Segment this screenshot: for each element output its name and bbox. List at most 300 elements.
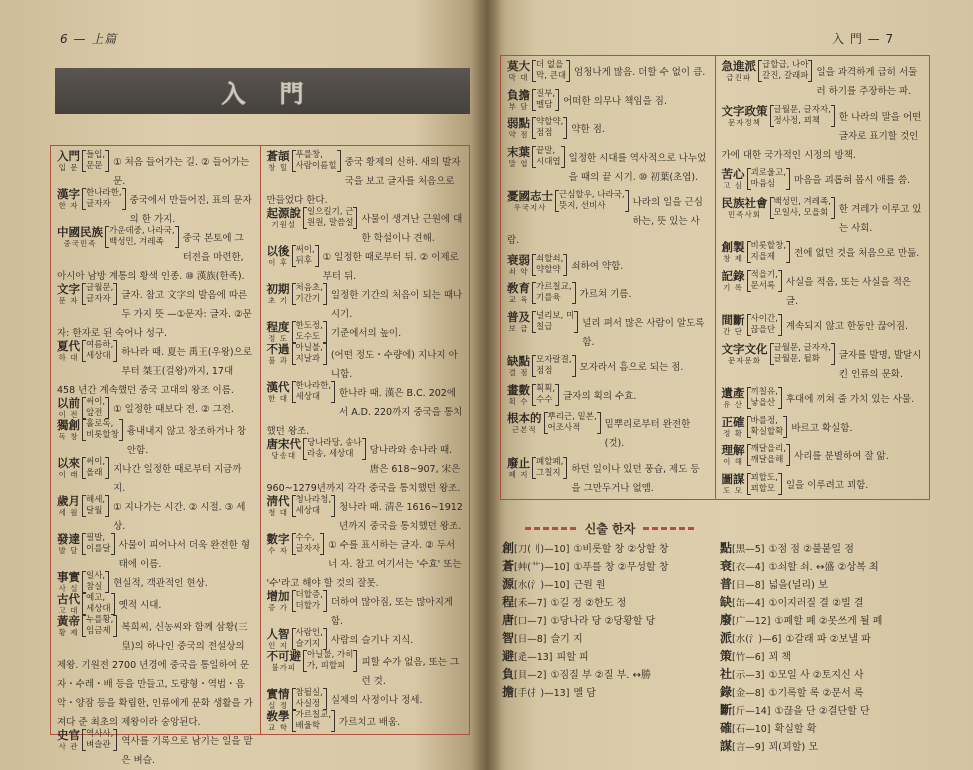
gloss-line: 임금제	[86, 626, 111, 636]
new-hanja-meaning: 피할 피	[556, 652, 589, 663]
headword-hanja: 負擔	[507, 87, 530, 102]
headword-hanja: 根本的	[507, 411, 542, 426]
headword-hanja: 文字文化	[721, 341, 768, 356]
gloss-line: 필발,	[86, 533, 106, 543]
new-hanja-radical: [艸(艹)—10]	[514, 562, 570, 573]
new-hanja-column	[502, 540, 714, 740]
gloss-line: 갈진, 갈래파	[762, 71, 809, 81]
new-hanja-meaning: ①점 점 ②불붙일 점	[768, 544, 854, 555]
headword-hanja: 數字	[266, 532, 290, 546]
entry-headword	[267, 150, 290, 172]
gloss-line: 비롯할창	[86, 430, 119, 440]
headword-hanja: 文字政策	[721, 103, 768, 118]
gloss-bracket	[747, 473, 782, 495]
new-hanja-char: 普	[720, 577, 733, 591]
headword-reading: 사 실	[58, 584, 79, 593]
definition-text: 사물이 피어나서 더욱 완전한 형태에 이름.	[118, 540, 251, 570]
gloss-line: 적을기,	[750, 269, 778, 280]
dictionary-entry	[507, 254, 709, 276]
gloss-line: 해세,	[86, 495, 106, 505]
gloss-line: 글월문,	[86, 283, 114, 293]
gloss-line: 푸를창,	[295, 150, 323, 160]
gloss-bracket	[292, 343, 327, 365]
gloss-line: 모자랄결,	[536, 355, 572, 366]
gloss-bracket	[292, 245, 319, 267]
headword-hanja: 漢代	[266, 380, 290, 394]
dictionary-entry	[507, 146, 709, 184]
gloss-line: 점점	[536, 366, 553, 377]
new-hanja-char: 避	[502, 649, 515, 663]
definition-text: 흉내내지 않고 창조하거나 창안함.	[126, 426, 247, 456]
gloss-line: 정사정, 꾀책	[773, 115, 820, 126]
entry-headword	[57, 226, 103, 248]
definition-text: 글자를 발명, 발달시킨 인류의 문화.	[838, 349, 922, 380]
entry-headword	[267, 343, 290, 365]
gloss-line: 지날과	[295, 354, 321, 364]
entry-headword	[507, 117, 530, 139]
definition-text: ① 지나가는 시간. ② 시절. ③ 세상.	[113, 502, 246, 532]
dictionary-entry	[267, 150, 464, 207]
definition-text: 널리 펴서 많은 사람이 알도록 함.	[582, 317, 705, 348]
new-hanja-meaning: ①길 정 ②한도 정	[550, 598, 627, 609]
new-hanja-meaning: 슬기 지	[550, 634, 583, 645]
headword-reading: 이 해	[723, 457, 743, 467]
dictionary-entry	[267, 207, 464, 245]
gloss-bracket	[747, 444, 791, 466]
gloss-bracket	[532, 384, 559, 406]
gloss-bracket	[303, 650, 357, 672]
gloss-bracket	[292, 688, 327, 710]
headword-reading: 불 과	[268, 356, 288, 365]
headword-reading: 고 대	[58, 606, 79, 615]
gloss-line: 점점	[536, 128, 553, 139]
dictionary-entry	[722, 105, 924, 162]
definition-text: 역사를 기록으로 남기는 일을 맡은 벼슬.	[121, 736, 253, 766]
gloss-line: 한나라한,	[86, 188, 122, 198]
gloss-bracket	[105, 226, 179, 248]
headword-hanja: 蒼頡	[266, 149, 290, 163]
new-hanja-char: 唐	[502, 613, 515, 627]
headword-reading: 실 정	[268, 701, 288, 710]
gloss-bracket	[747, 416, 788, 438]
headword-hanja: 增加	[266, 589, 290, 603]
gloss-line: 수수,	[295, 533, 315, 543]
gloss-bracket	[303, 438, 366, 460]
new-hanja-item	[720, 738, 932, 756]
gloss-line: 아닐불, 가히	[307, 650, 354, 660]
gloss-line: 폐할폐,	[536, 456, 564, 467]
new-hanja-radical: [貝—2]	[514, 670, 547, 681]
headword-hanja: 莫大	[507, 59, 530, 73]
new-hanja-char: 謀	[720, 739, 733, 753]
gloss-bracket	[747, 314, 782, 336]
gloss-line: 끝말,	[536, 145, 556, 156]
gloss-line: 가운데중, 나라국,	[109, 226, 175, 236]
gloss-bracket	[292, 590, 327, 612]
entry-headword	[57, 340, 80, 362]
gloss-bracket	[303, 207, 357, 229]
headword-hanja: 弱點	[507, 116, 530, 131]
definition-text: 글자. 참고 文字의 발음에 따른 두 가지 뜻 —①문자: 글자. ②문자: 한자로 된 숙어나 성구.	[57, 290, 252, 339]
gloss-line: 백성민, 겨레족,	[773, 196, 831, 207]
gloss-bracket	[292, 381, 336, 403]
vocab-column	[51, 146, 260, 766]
dictionary-entry	[722, 197, 924, 235]
definition-text: ① 일정한 때보다 전. ② 그전.	[113, 404, 234, 415]
new-hanja-radical: [辵—13]	[514, 652, 553, 663]
headword-reading: 고 심	[723, 181, 743, 191]
gloss-line: 배울학	[295, 721, 321, 731]
definition-text: 후대에 끼쳐 줄 가치 있는 사물.	[785, 394, 915, 406]
entry-headword	[507, 190, 553, 212]
gloss-bracket	[532, 254, 567, 276]
new-hanja-meaning: ①쇠할 쇠. ↔盛 ②상복 최	[768, 562, 879, 573]
headword-reading: 정 도	[268, 334, 288, 343]
headword-reading: 중국민족	[63, 239, 97, 248]
new-hanja-meaning: ①비롯할 창 ②상할 창	[573, 544, 669, 555]
headword-hanja: 廢止	[507, 455, 530, 470]
gloss-line: 기간기	[295, 294, 321, 304]
gloss-bracket	[532, 60, 570, 82]
new-hanja-meaning: ①갈래 파 ②보낼 파	[785, 634, 871, 645]
new-hanja-radical: [黑—5]	[732, 544, 765, 555]
new-hanja-radical: [竹—6]	[732, 652, 765, 663]
gloss-line: 일으킬기, 근	[307, 207, 354, 217]
headword-reading: 막 대	[508, 73, 529, 82]
headword-hanja: 人智	[266, 627, 290, 641]
definition-text: 하던 일이나 있던 풍습, 제도 등을 그만두거나 없앰.	[571, 463, 700, 494]
definition-text: 중국에서 만들어진, 표의 문자의 한 가지.	[129, 195, 252, 225]
headword-reading: 황 제	[58, 628, 79, 637]
entry-headword	[57, 615, 80, 637]
headword-reading: 정 확	[723, 428, 743, 438]
definition-text: 나라의 일을 근심하는, 뜻 있는 사람.	[507, 197, 703, 247]
definition-text: 한 겨레가 이루고 있는 사회.	[838, 203, 922, 234]
definition-text: 현실적, 객관적인 현상.	[113, 578, 208, 589]
new-hanja-char: 缺	[720, 595, 733, 609]
headword-reading: 창 힐	[268, 163, 288, 172]
gloss-bracket	[758, 60, 812, 82]
gloss-line: 약할약	[536, 264, 561, 275]
dictionary-entry	[57, 226, 254, 283]
vocabulary-box-left	[50, 145, 470, 766]
dictionary-entry	[507, 384, 709, 406]
gloss-line: 사실정	[295, 699, 321, 709]
entry-headword	[507, 412, 542, 434]
headword-hanja: 末葉	[507, 144, 530, 159]
gloss-bracket	[292, 628, 327, 650]
dictionary-entry	[267, 245, 464, 283]
gloss-line: 시대엽	[536, 156, 561, 167]
new-hanja-item	[502, 576, 714, 594]
dictionary-entry	[722, 168, 924, 190]
definition-text: 일정한 기간의 처음이 되는 때나 시기.	[330, 290, 463, 320]
gloss-line: 더할증,	[295, 590, 323, 600]
dictionary-entry	[722, 416, 924, 438]
gloss-line: 꾀할모	[750, 483, 776, 494]
new-hanja-heading	[525, 520, 695, 537]
gloss-line: 세상대	[86, 604, 111, 614]
entry-headword	[507, 254, 530, 276]
gloss-bracket	[82, 283, 117, 305]
dictionary-entry	[507, 60, 709, 82]
entry-headword	[57, 188, 80, 210]
chapter-banner	[55, 68, 470, 114]
gloss-line: 일사,	[86, 571, 106, 581]
definition-text: 가르쳐 기름.	[579, 289, 632, 301]
entry-headword	[722, 168, 745, 190]
definition-text: 약한 점.	[571, 124, 605, 136]
gloss-bracket	[532, 282, 576, 304]
dictionary-entry	[507, 282, 709, 304]
entry-headword	[722, 387, 745, 409]
new-hanja-char: 廢	[720, 613, 733, 627]
new-hanja-meaning: ①당나라 당 ②당황할 당	[550, 616, 656, 627]
headword-hanja: 漢字	[57, 187, 80, 201]
headword-hanja: 衰弱	[507, 252, 530, 267]
headword-reading: 기원설	[271, 220, 297, 229]
gloss-line: 수수	[536, 394, 553, 405]
gloss-bracket	[292, 710, 336, 732]
gloss-line: 끊을단	[750, 325, 776, 336]
definition-text: 밑뿌리로부터 완전한(것).	[604, 419, 691, 450]
gloss-line: 슬기지	[295, 639, 321, 649]
new-hanja-item	[502, 612, 714, 630]
entry-headword	[507, 355, 530, 377]
headword-reading: 인 지	[268, 641, 288, 650]
entry-headword	[507, 384, 530, 406]
entry-headword	[57, 283, 80, 305]
definition-text: 청나라 때. 淸은 1616~1912년까지 중국을 통치했던 왕조.	[339, 502, 463, 532]
gloss-bracket	[292, 533, 325, 555]
headword-hanja: 苦心	[721, 167, 745, 182]
new-hanja-radical: [手(扌)—13]	[514, 688, 570, 699]
gloss-line: 홀로독,	[86, 419, 114, 429]
gloss-line: 써이,	[295, 245, 315, 255]
dictionary-entry	[57, 283, 254, 340]
entry-headword	[722, 60, 757, 82]
gloss-line: 더할가	[295, 601, 321, 611]
definition-text: 쇠하여 약함.	[571, 260, 624, 272]
headword-hanja: 以前	[57, 396, 80, 410]
definition-text: 글자의 획의 수효.	[563, 390, 637, 402]
headword-reading: 독 창	[58, 432, 79, 441]
gloss-line: 깨달을리,	[750, 444, 787, 455]
headword-hanja: 程度	[266, 320, 290, 334]
definition-text: 계속되지 않고 한동안 끊어짐.	[785, 321, 909, 333]
headword-reading: 민족사회	[728, 209, 761, 219]
dictionary-entry	[267, 533, 464, 590]
entry-headword	[267, 283, 290, 305]
entry-headword	[267, 381, 290, 403]
gloss-bracket	[770, 343, 835, 365]
definition-text: 마음을 괴롭혀 몹시 애를 씀.	[794, 175, 911, 187]
new-hanja-radical: [言—9]	[732, 742, 765, 753]
headword-hanja: 夏代	[57, 339, 80, 353]
entry-headword	[57, 593, 80, 615]
headword-reading: 수 자	[268, 546, 288, 555]
headword-reading: 청 대	[268, 508, 288, 517]
dictionary-entry	[722, 270, 924, 308]
new-hanja-item	[502, 666, 714, 684]
heading-rule	[643, 527, 695, 530]
gloss-bracket	[82, 340, 117, 362]
gloss-line: 예고,	[86, 593, 106, 603]
gloss-line: 깨달을해	[750, 455, 784, 466]
definition-text: 피할 수가 없음, 또는 그런 것.	[361, 657, 460, 687]
gloss-line: 원원, 말씀설	[307, 218, 354, 228]
new-hanja-char: 衰	[720, 559, 733, 573]
gloss-bracket	[292, 283, 327, 305]
entry-headword	[57, 495, 80, 517]
headword-reading: 문자정책	[728, 117, 761, 127]
headword-reading: 초 기	[268, 296, 288, 305]
gloss-line: 글월문, 글자자,	[773, 104, 831, 115]
gloss-bracket	[747, 270, 782, 292]
entry-headword	[267, 590, 290, 612]
new-hanja-char: 策	[720, 649, 733, 663]
new-hanja-item	[502, 684, 714, 702]
headword-hanja: 文字	[57, 282, 80, 296]
dictionary-entry	[507, 412, 709, 450]
gloss-line: 기를육	[536, 293, 561, 304]
dictionary-entry	[267, 710, 464, 732]
dictionary-entry	[57, 188, 254, 226]
gloss-line: 글월문, 글자자,	[773, 342, 831, 353]
gloss-line: 도수도	[295, 332, 321, 342]
new-hanja-meaning: 확실할 확	[774, 724, 817, 735]
new-hanja-meaning: ①폐할 폐 ②못쓰게 될 폐	[774, 616, 883, 627]
new-hanja-radical: [水(氵)—6]	[732, 634, 782, 645]
gloss-line: 문문	[86, 161, 103, 171]
new-hanja-radical: [广—12]	[732, 616, 771, 627]
gloss-bracket	[532, 89, 559, 111]
headword-reading: 부 담	[508, 101, 529, 111]
entry-headword	[722, 343, 768, 365]
gloss-line: 가, 피할피	[307, 661, 346, 671]
entry-headword	[507, 89, 530, 111]
dictionary-entry	[722, 473, 924, 495]
new-hanja-item	[720, 666, 932, 684]
gloss-line: 뜻지, 선비사	[559, 201, 606, 212]
gloss-bracket	[82, 729, 117, 751]
entry-headword	[507, 457, 530, 479]
definition-text: ① 처음 들어가는 길. ② 들어가는 문.	[113, 157, 250, 187]
gloss-line: 약할약,	[536, 117, 564, 128]
gloss-line: 벼슬관	[86, 740, 111, 750]
headword-hanja: 敎育	[507, 281, 530, 296]
gloss-line: 글자자	[295, 544, 321, 554]
entry-headword	[722, 473, 745, 495]
entry-headword	[267, 650, 302, 672]
gloss-bracket	[82, 397, 109, 419]
entry-headword	[722, 197, 768, 219]
headword-hanja: 中國民族	[57, 225, 103, 239]
new-hanja-item	[502, 648, 714, 666]
chapter-title: 入門	[221, 79, 338, 108]
dictionary-entry	[57, 457, 254, 495]
dictionary-entry	[507, 89, 709, 111]
new-hanja-list	[502, 540, 932, 753]
gloss-bracket	[770, 197, 835, 219]
gloss-bracket	[555, 190, 629, 212]
headword-reading: 교 육	[508, 295, 529, 305]
headword-reading: 이 후	[268, 258, 288, 267]
dictionary-entry	[507, 311, 709, 349]
new-hanja-meaning: ①끊을 단 ②결단할 단	[774, 706, 870, 717]
gloss-line: 라송, 세상대	[307, 449, 354, 459]
definition-text: 옛적 시대.	[118, 600, 162, 611]
gloss-line: 세상대	[295, 506, 321, 516]
new-hanja-radical: [刀(刂)—10]	[514, 544, 570, 555]
gloss-bracket	[82, 419, 123, 441]
headword-hanja: 黃帝	[57, 614, 80, 628]
headword-reading: 유 산	[723, 400, 743, 410]
headword-hanja: 史官	[57, 728, 80, 742]
definition-text: 지나간 일정한 때로부터 지금까지.	[113, 464, 242, 494]
headword-reading: 근본적	[511, 425, 537, 435]
new-hanja-item	[720, 684, 932, 702]
dictionary-entry	[722, 387, 924, 409]
dictionary-entry	[267, 321, 464, 343]
definition-text: (어떤 정도・수량에) 지나지 아니함.	[330, 350, 458, 380]
headword-hanja: 淸代	[266, 494, 290, 508]
dictionary-entry	[267, 283, 464, 321]
headword-hanja: 敎學	[266, 709, 290, 723]
definition-text: 더하여 많아짐, 또는 많아지게 함.	[330, 597, 454, 627]
entry-headword	[722, 105, 768, 127]
gloss-bracket	[747, 241, 791, 263]
gloss-line: 그칠지	[536, 467, 561, 478]
definition-text: 전에 없던 것을 처음으로 만듦.	[794, 248, 920, 260]
definition-text: ① 수를 표시하는 글자. ② 두서너 자. 참고 여기서는 '수효' 또는 '수'라고 해야 할 것의 잘못.	[266, 540, 462, 589]
gloss-bracket	[532, 355, 576, 377]
headword-reading: 증 가	[268, 603, 288, 612]
gloss-bracket	[82, 188, 126, 210]
new-hanja-char: 錄	[720, 685, 733, 699]
headword-hanja: 起源說	[266, 206, 301, 220]
headword-hanja: 缺點	[507, 354, 530, 369]
dictionary-entry	[267, 688, 464, 710]
gloss-bracket	[532, 457, 567, 479]
gloss-line: 가르칠교,	[295, 710, 332, 720]
entry-headword	[57, 533, 80, 555]
new-hanja-title: 신출 한자	[584, 522, 636, 536]
definition-text: 사물이 생겨난 근원에 대한 학설이나 견해.	[361, 214, 463, 244]
entry-headword	[57, 571, 80, 593]
dictionary-entry	[57, 571, 254, 593]
headword-reading: 도 모	[723, 485, 743, 495]
dictionary-entry	[57, 729, 254, 767]
gloss-line: 앞전	[86, 408, 103, 418]
entry-headword	[57, 397, 80, 419]
gloss-line: 올래	[86, 468, 103, 478]
gloss-line: 참될실,	[295, 688, 323, 698]
dictionary-entry	[57, 615, 254, 729]
headword-hanja: 唐宋代	[266, 437, 301, 451]
gloss-line: 써이,	[86, 397, 106, 407]
gloss-line: 여름하,	[86, 340, 114, 350]
gloss-bracket	[747, 168, 791, 190]
gloss-bracket	[82, 150, 109, 172]
gloss-line: 확실할확	[750, 426, 784, 437]
headword-reading: 약 점	[508, 130, 529, 140]
gloss-line: 한나라한,	[295, 381, 332, 391]
definition-text: 바르고 확실함.	[791, 422, 853, 434]
right-running-head: 入 門 — 7	[832, 32, 895, 46]
entry-headword	[267, 245, 290, 267]
gloss-line: 누를황,	[86, 615, 114, 625]
